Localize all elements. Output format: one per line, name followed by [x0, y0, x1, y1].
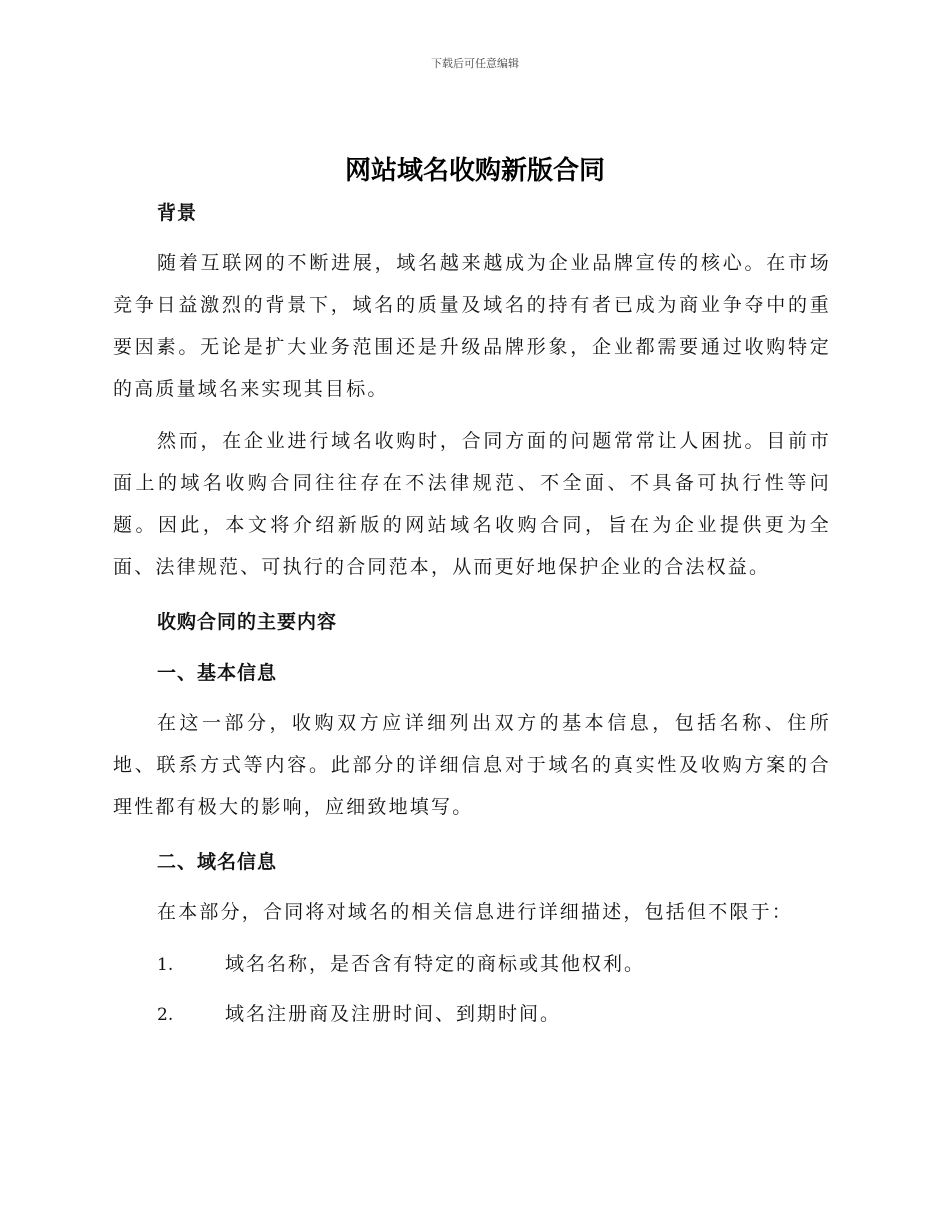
list-number: 2.	[157, 1005, 174, 1025]
list-item	[157, 949, 645, 980]
paragraph-domain-info: 在本部分，合同将对域名的相关信息进行详细描述，包括但不限于：	[157, 901, 794, 923]
paragraph-background-2: 然而，在企业进行域名收购时，合同方面的问题常常让人困扰。目前市面上的域名收购合同往往存在不法律规范、不全面、不具备可执行性等问题。因此，本文将介绍新版的网站域名收购合同，旨在为企业提供更为全面、法律规范、可执行的合同范本，从而更好地保护企业的合法权益。	[113, 430, 831, 578]
heading-background: 背景	[157, 202, 198, 224]
list-text: 域名注册商及注册时间、到期时间。	[225, 1003, 562, 1025]
paragraph-background-1: 随着互联网的不断进展，域名越来越成为企业品牌宣传的核心。在市场竞争日益激烈的背景下，域名的质量及域名的持有者已成为商业争夺中的重要因素。无论是扩大业务范围还是升级品牌形象，企业都需要通过收购特定的高质量域名来实现其目标。	[113, 252, 831, 400]
list-text: 域名名称，是否含有特定的商标或其他权利。	[225, 953, 646, 975]
heading-basic-info: 一、基本信息	[157, 662, 278, 684]
list-item	[157, 999, 561, 1030]
heading-domain-info: 二、域名信息	[157, 851, 278, 873]
heading-main-content: 收购合同的主要内容	[157, 611, 338, 633]
header-note: 下载后可任意编辑	[431, 57, 519, 70]
list-number: 1.	[157, 955, 174, 975]
paragraph-basic-info: 在这一部分，收购双方应详细列出双方的基本信息，包括名称、住所地、联系方式等内容。此部分的详细信息对于域名的真实性及收购方案的合理性都有极大的影响，应细致地填写。	[113, 712, 831, 818]
document-title: 网站域名收购新版合同	[344, 156, 605, 186]
